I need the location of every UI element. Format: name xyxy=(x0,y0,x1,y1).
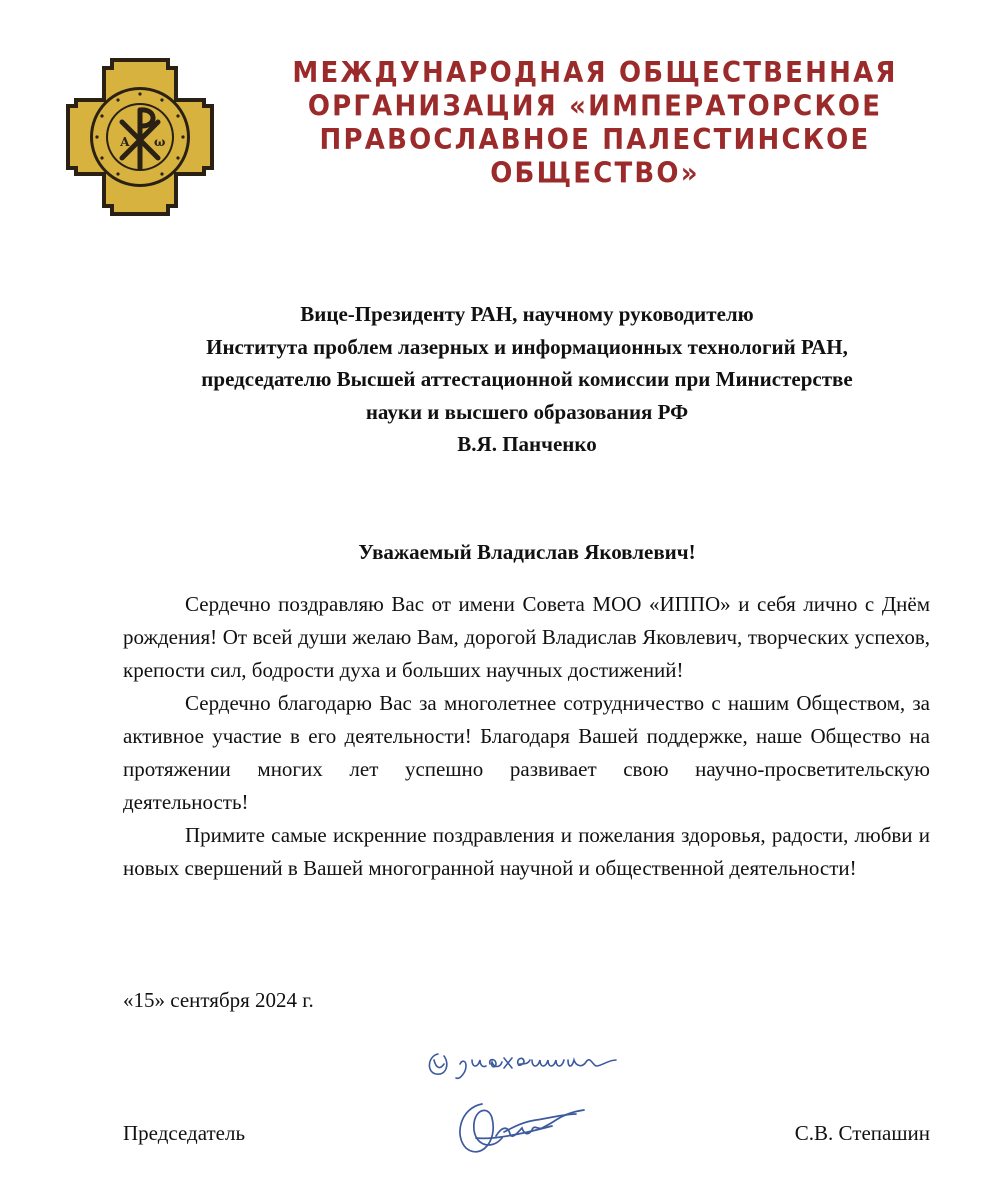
org-name-line: ПРАВОСЛАВНОЕ ПАЛЕСТИНСКОЕ ОБЩЕСТВО» xyxy=(319,123,871,190)
signature-scribble xyxy=(452,1090,612,1160)
paragraph: Примите самые искренние поздравления и пожелания здоровья, радости, любви и новых свершений в Вашей многогранной научной и общественной деятельности! xyxy=(123,823,930,880)
org-name-line: ОРГАНИЗАЦИЯ «ИМПЕРАТОРСКОЕ xyxy=(307,90,883,123)
letter-body xyxy=(123,588,930,885)
addressee-name: В.Я. Панченко xyxy=(457,432,597,456)
addressee-block xyxy=(120,298,934,461)
organization-name xyxy=(250,57,940,191)
letter-date: «15» сентября 2024 г. xyxy=(123,988,314,1012)
society-emblem-logo xyxy=(66,58,214,216)
greeting: Уважаемый Владислав Яковлевич! xyxy=(358,540,696,564)
omega-letter: ω xyxy=(154,135,166,149)
signatory-name: С.В. Степашин xyxy=(794,1121,930,1145)
org-name-line: МЕЖДУНАРОДНАЯ ОБЩЕСТВЕННАЯ xyxy=(292,57,898,90)
addressee-line: председателю Высшей аттестационной комиссии при Министерстве xyxy=(201,367,853,391)
addressee-line: Института проблем лазерных и информационных технологий РАН, xyxy=(206,334,848,359)
paragraph: Сердечно поздравляю Вас от имени Совета МОО «ИППО» и себя лично с Днём рождения! От всей души желаю Вам, дорогой Владислав Яковлевич, творческих успехов, крепости сил, бодрости духа и больших научных достижений! xyxy=(123,592,930,682)
addressee-line: науки и высшего образования РФ xyxy=(365,399,689,424)
addressee-line: Вице-Президенту РАН, научному руководителю xyxy=(300,302,754,326)
handwritten-regards-note xyxy=(420,1034,650,1084)
paragraph: Сердечно благодарю Вас за многолетнее сотрудничество с нашим Обществом, за активное участие в его деятельности! Благодаря Вашей поддержке, наше Общество на протяжении многих лет успешно развивает свою научно-просветительскую деятельность! xyxy=(123,691,930,814)
signatory-role: Председатель xyxy=(123,1121,246,1145)
alpha-letter: А xyxy=(120,135,130,149)
